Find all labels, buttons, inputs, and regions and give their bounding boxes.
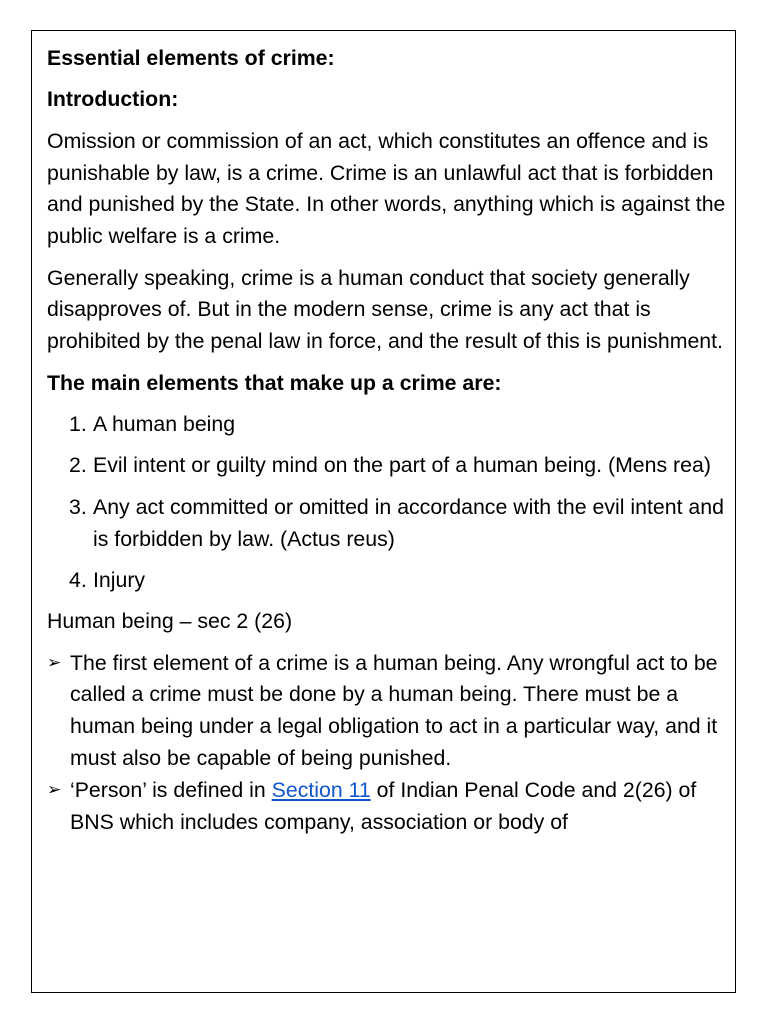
page-frame: [31, 30, 736, 993]
list-number: 2.: [69, 453, 87, 478]
elements-heading: The main elements that make up a crime are:: [47, 370, 502, 395]
section-title: Human being – sec 2 (26): [47, 609, 293, 634]
elements-list: [47, 409, 727, 597]
list-number: 1.: [69, 411, 87, 436]
list-item-text: A human being: [93, 411, 236, 436]
bullet-text-end: of Indian Penal Code and 2(26) of BNS which includes company, association or body of: [70, 777, 697, 834]
list-item: [47, 409, 727, 441]
list-item: [47, 492, 727, 556]
list-item: [47, 565, 727, 597]
paragraph-1: Omission or commission of an act, which constitutes an offence and is punishable by law, is a crime. Crime is an unlawful act that is forbidden and punished by the State. In other words, anything which is against the public welfare is a crime.: [47, 128, 726, 249]
intro-heading: Introduction:: [47, 87, 179, 112]
bullet-list: [47, 648, 727, 839]
document-heading: Essential elements of crime:: [47, 46, 335, 70]
bullet-text: The first element of a crime is a human being. Any wrongful act to be called a crime must be done by a human being. There must be a human being under a legal obligation to act in a particular way, and it must also be capable of being punished.: [70, 650, 718, 771]
arrow-bullet-icon: ➢: [47, 779, 62, 800]
list-item: [47, 450, 727, 482]
section-11-link[interactable]: Section 11: [271, 777, 371, 802]
arrow-bullet-icon: ➢: [47, 652, 62, 673]
list-item: [47, 648, 727, 775]
list-item-text: Evil intent or guilty mind on the part of a human being. (Mens rea): [93, 453, 711, 478]
list-item-text: Injury: [93, 567, 146, 592]
list-item-text: Any act committed or omitted in accordance with the evil intent and is forbidden by law. (Actus reus): [93, 494, 724, 551]
document-body: [47, 43, 727, 838]
list-number: 4.: [69, 567, 87, 592]
list-item: [47, 775, 727, 839]
bullet-text-start: ‘Person’ is defined in: [70, 777, 272, 802]
list-number: 3.: [69, 494, 87, 519]
paragraph-2: Generally speaking, crime is a human conduct that society generally disapproves of. But in the modern sense, crime is any act that is prohibited by the penal law in force, and the result of this is punishment.: [47, 265, 723, 354]
